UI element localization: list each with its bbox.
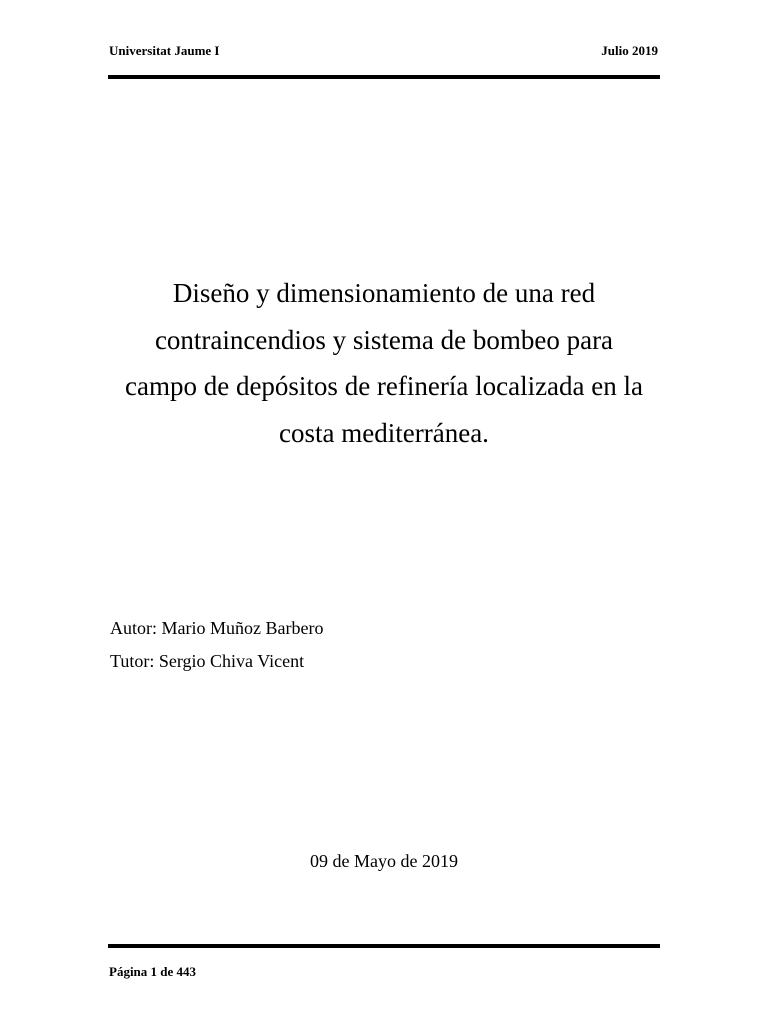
- page-number: Página 1 de 443: [109, 964, 197, 979]
- title-line: costa mediterránea.: [279, 417, 489, 448]
- header-institution: Universitat Jaume I: [109, 43, 220, 58]
- document-date: 09 de Mayo de 2019: [310, 851, 458, 871]
- title-line: Diseño y dimensionamiento de una red: [172, 278, 596, 308]
- author-line: Autor: Mario Muñoz Barbero: [110, 618, 324, 638]
- header-rule: [108, 75, 660, 79]
- header-date: Julio 2019: [601, 43, 658, 58]
- title-line: contraincendios y sistema de bombeo para: [154, 324, 614, 355]
- title-line: campo de depósitos de refinería localizada en la: [124, 371, 643, 401]
- document-title: [100, 270, 668, 456]
- footer-rule: [108, 944, 660, 948]
- tutor-line: Tutor: Sergio Chiva Vicent: [110, 651, 305, 671]
